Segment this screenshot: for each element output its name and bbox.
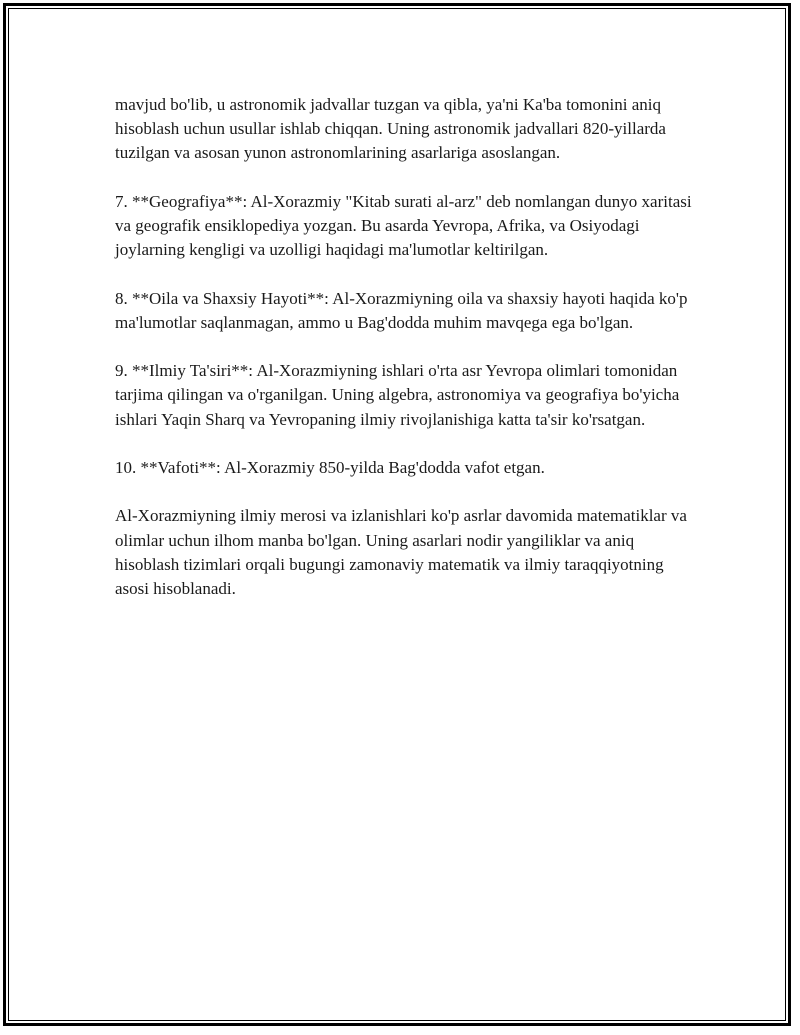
- paragraph-death: 10. **Vafoti**: Al-Xorazmiy 850-yilda Bag'dodda vafot etgan.: [115, 457, 545, 477]
- paragraph-astronomy-continued: mavjud bo'lib, u astronomik jadvallar tuzgan va qibla, ya'ni Ka'ba tomonini aniq hisoblash uchun usullar ishlab chiqqan. Uning astronomik jadvallari 820-yillarda tuzilgan va asosan yunon astronomlarining asarlariga asoslangan.: [115, 95, 666, 163]
- document-body: [115, 93, 695, 625]
- paragraph-family-personal-life: 8. **Oila va Shaxsiy Hayoti**: Al-Xorazmiyning oila va shaxsiy hayoti haqida ko'p ma'lumotlar saqlanmagan, ammo u Bag'dodda muhim mavqega ega bo'lgan.: [115, 288, 688, 332]
- paragraph-scientific-influence: 9. **Ilmiy Ta'siri**: Al-Xorazmiyning ishlari o'rta asr Yevropa olimlari tomonidan tarjima qilingan va o'rganilgan. Uning algebra, astronomiya va geografiya bo'yicha ishlari Yaqin Sharq va Yevropaning ilmiy rivojlanishiga katta ta'sir ko'rsatgan.: [115, 361, 680, 429]
- paragraph-geography: 7. **Geografiya**: Al-Xorazmiy "Kitab surati al-arz" deb nomlangan dunyo xaritasi va geografik ensiklopediya yozgan. Bu asarda Yevropa, Afrika, va Osiyodagi joylarning kengligi va uzolligi haqidagi ma'lumotlar keltirilgan.: [115, 191, 692, 260]
- paragraph-legacy: Al-Xorazmiyning ilmiy merosi va izlanishlari ko'p asrlar davomida matematiklar va olimlar uchun ilhom manba bo'lgan. Uning asarlari nodir yangiliklar va aniq hisoblash tizimlari orqali bugungi zamonaviy matematik va ilmiy taraqqiyotning asosi hisoblanadi.: [115, 506, 687, 598]
